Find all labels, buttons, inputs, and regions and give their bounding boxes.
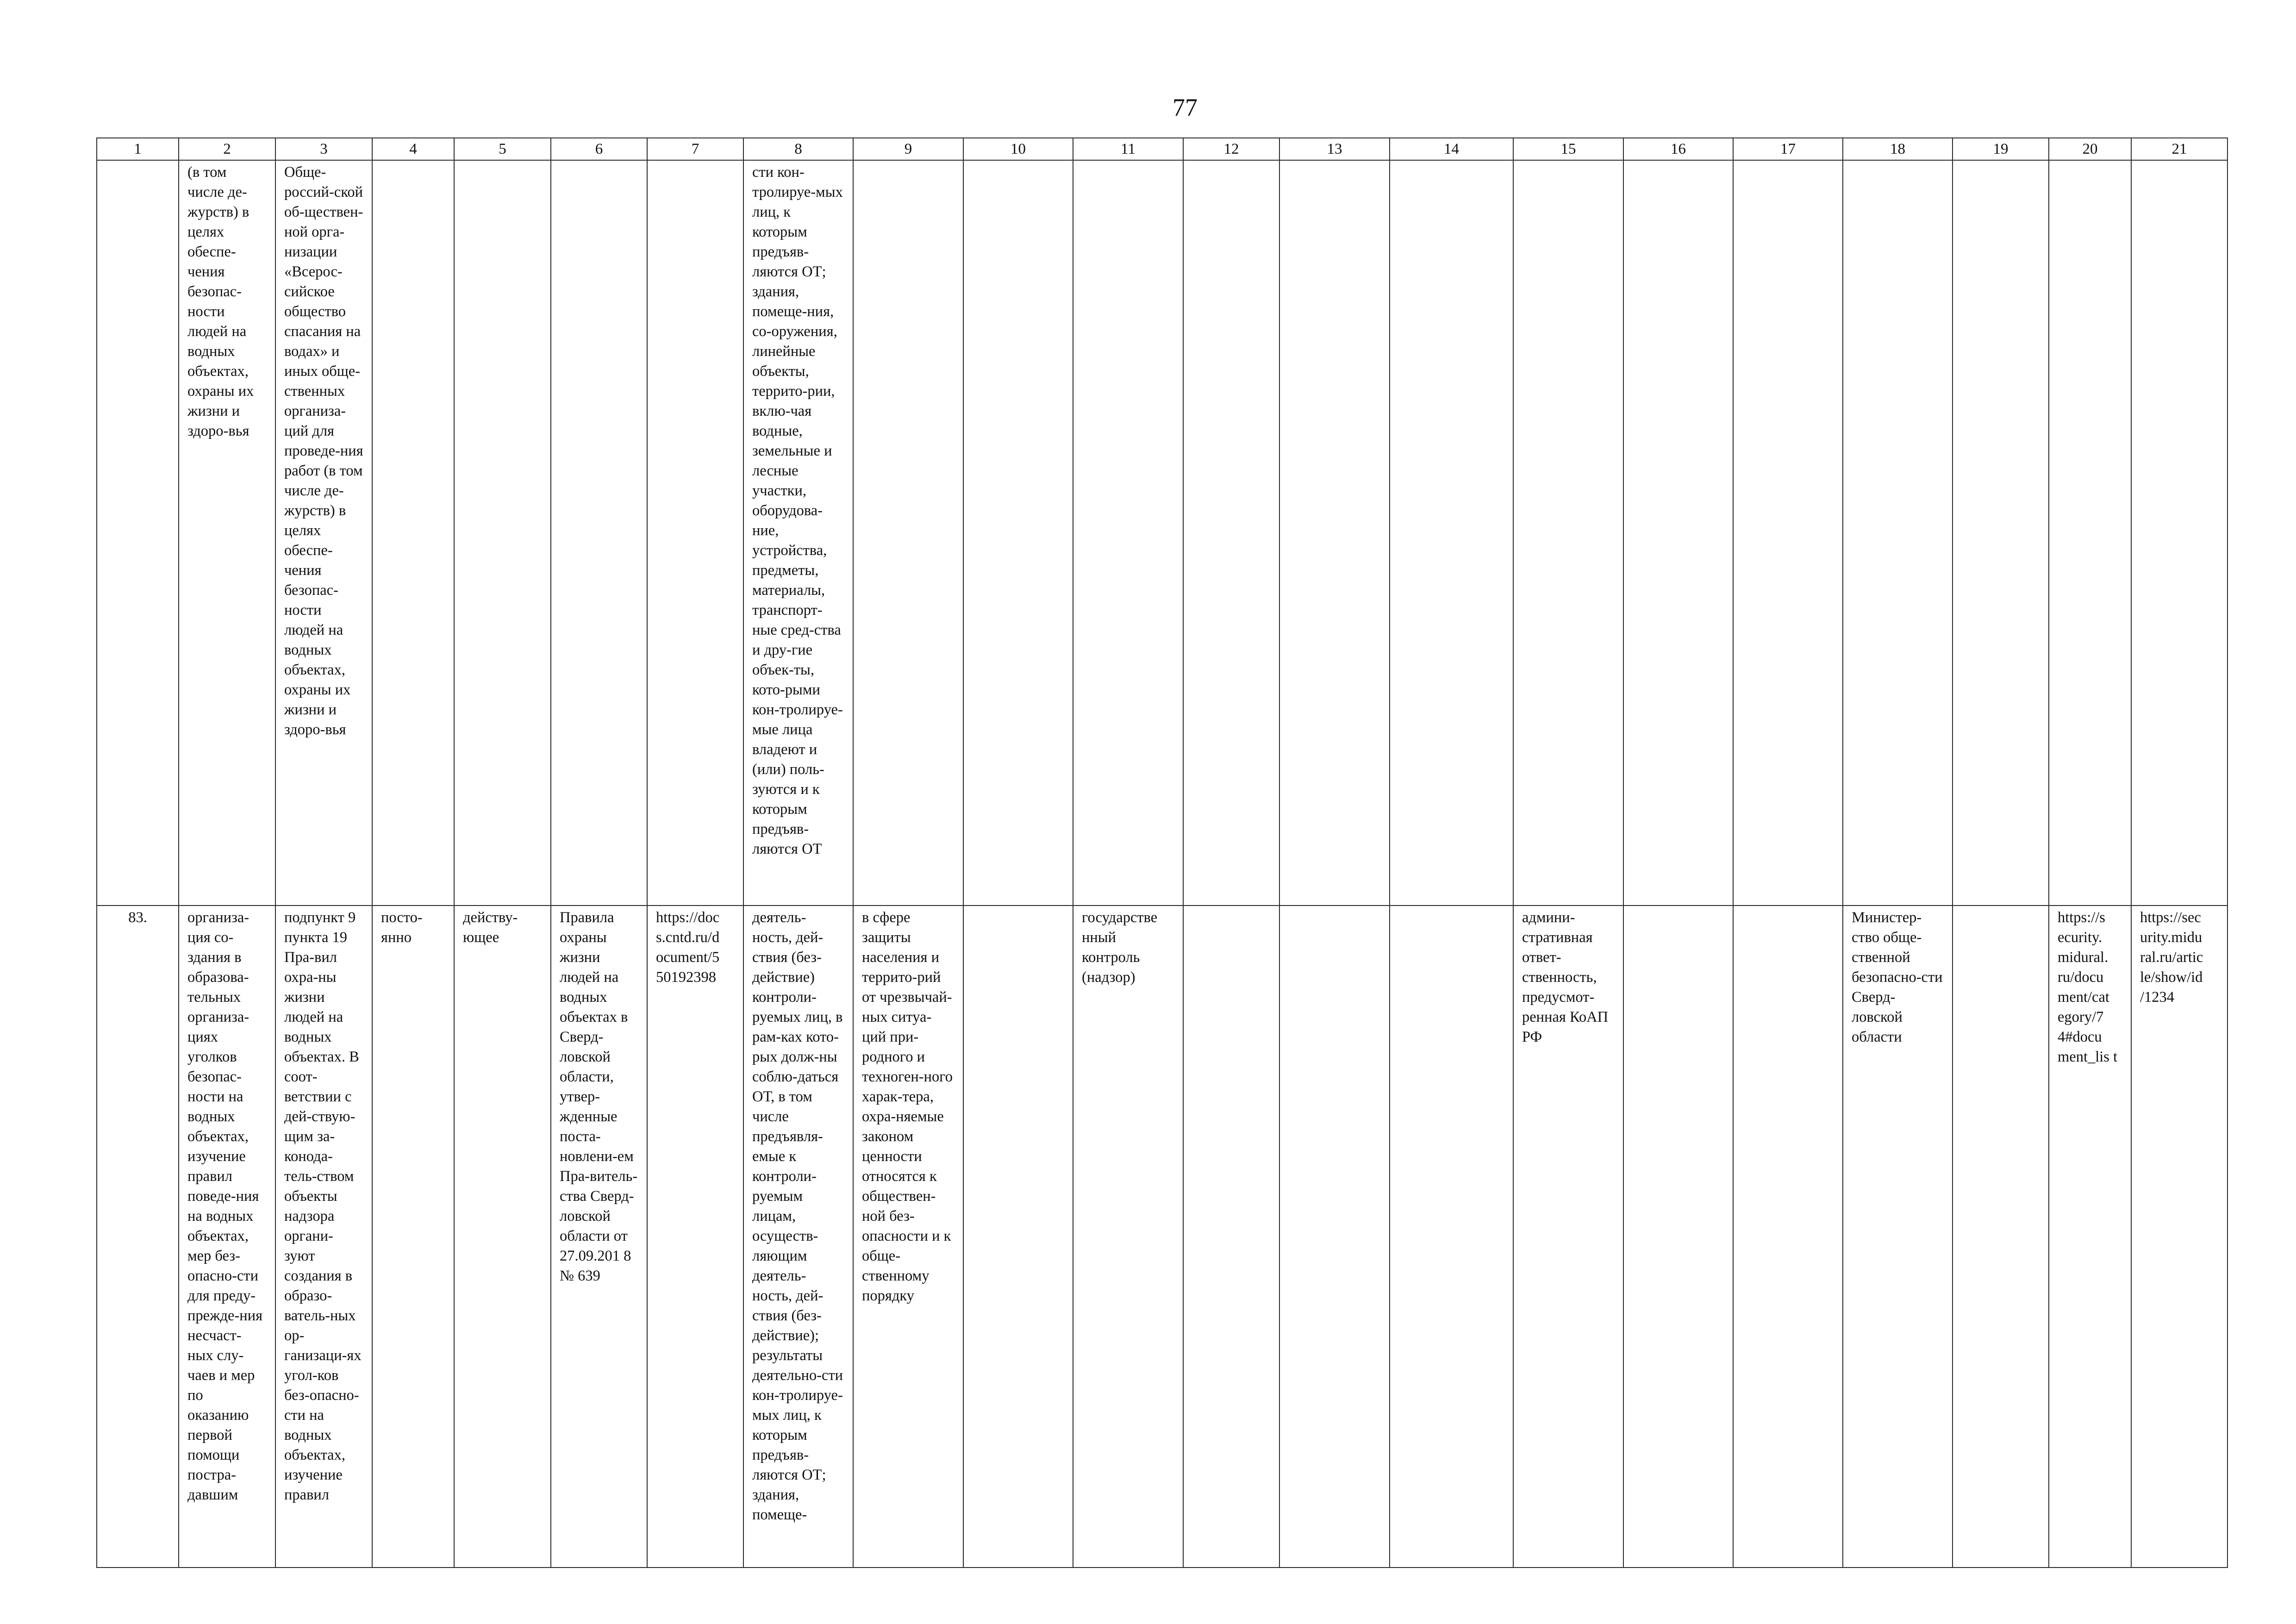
column-number: 2 bbox=[179, 138, 275, 160]
article-link-cell: https://sec urity.midu ral.ru/artic le/show/id /1234 bbox=[2131, 906, 2227, 1568]
legal-act-link-cell: https://doc s.cntd.ru/d ocument/5 50192398 bbox=[647, 906, 743, 1568]
table-cell bbox=[963, 906, 1073, 1568]
column-number: 3 bbox=[275, 138, 372, 160]
table-cell bbox=[1279, 906, 1390, 1568]
column-number: 19 bbox=[1953, 138, 2049, 160]
table-cell bbox=[1623, 160, 1733, 906]
liability-cell: админи-стративная ответ-ственность, предусмот-ренная КоАП РФ bbox=[1513, 906, 1623, 1568]
column-number: 15 bbox=[1513, 138, 1623, 160]
requirement-content-cell: подпункт 9 пункта 19 Пра-вил охра-ны жизни людей на водных объектах. В соот-ветствии с дей-ствую-щим за-конода-тель-ством объекты надзора органи-зуют создания в образо-ватель-ных ор-ганизаци-ях угол-ков без-опасно-сти на водных объектах, изучение правил bbox=[275, 906, 372, 1568]
table-cell bbox=[1623, 906, 1733, 1568]
status-cell: действу-ющее bbox=[454, 906, 551, 1568]
column-number: 7 bbox=[647, 138, 743, 160]
register-table bbox=[96, 137, 2228, 1568]
column-number: 18 bbox=[1843, 138, 1953, 160]
requirement-content-cell: Обще-россий-ской об-ществен-ной орга-низации «Всерос-сийское общество спасания на водах» и иных обще-ственных организа-ций для проведе-ния работ (в том числе де-журств) в целях обеспе-чения безопас-ности людей на водных объектах, охраны их жизни и здоро-вья bbox=[275, 160, 372, 906]
column-number: 14 bbox=[1390, 138, 1513, 160]
liability-cell bbox=[1513, 160, 1623, 906]
event-name-cell: организа-ция со-здания в образова-тельных организа-циях уголков безопас-ности на водных объектах, изучение правил поведе-ния на водных объектах, мер без-опасно-сти для преду-прежде-ния несчаст-ных слу-чаев и мер по оказанию первой помощи постра-давшим bbox=[179, 906, 275, 1568]
control-objects-cell: деятель-ность, дей-ствия (без-действие) контроли-руемых лиц, в рам-ках кото-рых долж-ны соблю-даться ОТ, в том числе предъявля-емые к контроли-руемым лицам, осуществ-ляющим деятель-ность, дей-ствия (без-действие); результаты деятельно-сти кон-тролируе-мых лиц, к которым предъяв-ляются ОТ; здания, помеще- bbox=[743, 906, 853, 1568]
column-number: 6 bbox=[551, 138, 647, 160]
column-number: 8 bbox=[743, 138, 853, 160]
control-type-cell bbox=[1073, 160, 1183, 906]
column-number: 21 bbox=[2131, 138, 2227, 160]
table-row bbox=[97, 160, 2227, 906]
table-cell bbox=[1953, 906, 2049, 1568]
column-number-row bbox=[97, 138, 2227, 160]
column-number: 17 bbox=[1733, 138, 1843, 160]
column-number: 5 bbox=[454, 138, 551, 160]
control-type-cell: государстве нный контроль (надзор) bbox=[1073, 906, 1183, 1568]
table-cell bbox=[1390, 906, 1513, 1568]
authority-cell bbox=[1843, 160, 1953, 906]
column-number: 1 bbox=[97, 138, 179, 160]
periodicity-cell: посто-янно bbox=[372, 906, 454, 1568]
article-link-cell bbox=[2131, 160, 2227, 906]
table-cell bbox=[1183, 906, 1279, 1568]
legal-act-cell: Правила охраны жизни людей на водных объектах в Сверд-ловской области, утвер-жденные поста-новлени-ем Пра-витель-ства Сверд-ловской области от 27.09.201 8 № 639 bbox=[551, 906, 647, 1568]
table-cell bbox=[1183, 160, 1279, 906]
table-cell bbox=[1279, 160, 1390, 906]
column-number: 4 bbox=[372, 138, 454, 160]
authority-cell: Министер-ство обще-ственной безопасно-сти Сверд-ловской области bbox=[1843, 906, 1953, 1568]
row-number-cell: 83. bbox=[97, 906, 179, 1568]
periodicity-cell bbox=[372, 160, 454, 906]
legal-act-link-cell bbox=[647, 160, 743, 906]
column-number: 10 bbox=[963, 138, 1073, 160]
legal-act-cell bbox=[551, 160, 647, 906]
column-number: 20 bbox=[2049, 138, 2131, 160]
page-number: 77 bbox=[1173, 94, 1198, 121]
table-cell bbox=[963, 160, 1073, 906]
table-cell bbox=[1953, 160, 2049, 906]
table-cell bbox=[1390, 160, 1513, 906]
table-cell bbox=[1733, 906, 1843, 1568]
protected-values-cell bbox=[853, 160, 963, 906]
table-row bbox=[97, 906, 2227, 1568]
protected-values-cell: в сфере защиты населения и террито-рий от чрезвычай-ных ситуа-ций при-родного и техноген-ного харак-тера, охра-няемые законом ценности относятся к обществен-ной без-опасности и к обще-ственному порядку bbox=[853, 906, 963, 1568]
event-name-cell: (в том числе де-журств) в целях обеспе-чения безопас-ности людей на водных объектах, охраны их жизни и здоро-вья bbox=[179, 160, 275, 906]
status-cell bbox=[454, 160, 551, 906]
document-link-cell: https://s ecurity. midural. ru/docu ment/cat egory/7 4#docu ment_lis t bbox=[2049, 906, 2131, 1568]
control-objects-cell: сти кон-тролируе-мых лиц, к которым предъяв-ляются ОТ; здания, помеще-ния, со-оружения, линейные объекты, террито-рии, вклю-чая водные, земельные и лесные участки, оборудова-ние, устройства, предметы, материалы, транспорт-ные сред-ства и дру-гие объек-ты, кото-рыми кон-тролируе-мые лица владеют и (или) поль-зуются и к которым предъяв-ляются ОТ bbox=[743, 160, 853, 906]
table-cell bbox=[1733, 160, 1843, 906]
column-number: 9 bbox=[853, 138, 963, 160]
column-number: 13 bbox=[1279, 138, 1390, 160]
column-number: 12 bbox=[1183, 138, 1279, 160]
document-link-cell bbox=[2049, 160, 2131, 906]
row-number-cell bbox=[97, 160, 179, 906]
column-number: 16 bbox=[1623, 138, 1733, 160]
column-number: 11 bbox=[1073, 138, 1183, 160]
